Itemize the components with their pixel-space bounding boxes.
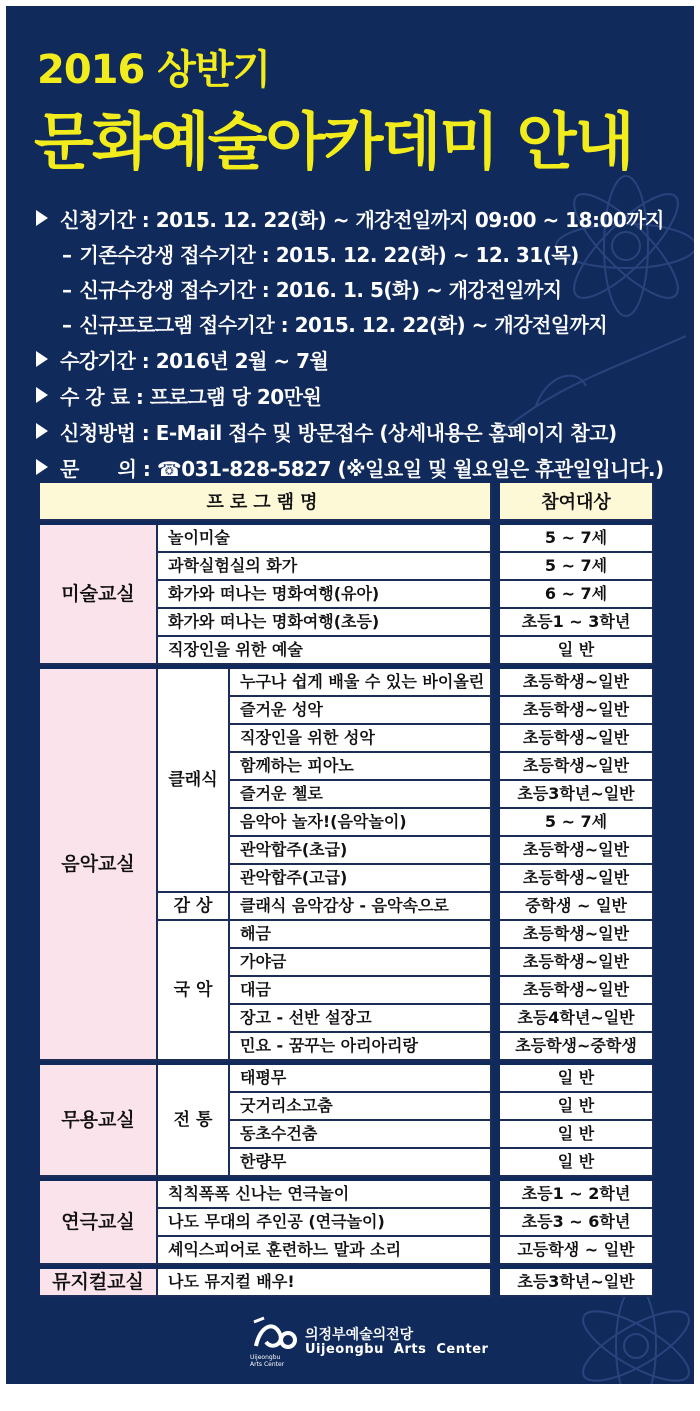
category-art: 미술교실 [40, 525, 158, 665]
table-row: 연극교실 칙칙폭폭 신나는 연극놀이 초등1 ~ 2학년 [40, 1181, 654, 1209]
logo-name-english: Uijeongbu Arts Center [305, 1342, 489, 1357]
table-row: 나도 무대의 주인공 (연극놀이) 초등3 ~ 6학년 [40, 1209, 654, 1237]
triangle-bullet-icon [36, 351, 48, 367]
info-new-programs: – 신규프로그램 접수기간 : 2015. 12. 22(화) ~ 개강전일까지 [62, 313, 608, 337]
subcategory-classic: 클래식 [158, 669, 230, 893]
arts-center-logo-icon [250, 1316, 298, 1356]
table-row: 장고 - 선반 설장고 초등4학년~일반 [40, 1005, 654, 1033]
table-row: 국 악 해금 초등학생~일반 [40, 921, 654, 949]
logo-small-text: Uijeongbu Arts Center [250, 1354, 285, 1368]
table-row: 셰익스피어로 훈련하느 말과 소리 고등학생 ~ 일반 [40, 1237, 654, 1265]
category-theater: 연극교실 [40, 1181, 158, 1265]
table-header [40, 483, 654, 521]
info-existing-students: – 기존수강생 접수기간 : 2015. 12. 22(화) ~ 12. 31(목) [62, 243, 579, 267]
triangle-bullet-icon [36, 210, 48, 226]
table-row: 가야금 초등학생~일반 [40, 949, 654, 977]
table-row: 과학실험실의 화가 5 ~ 7세 [40, 553, 654, 581]
table-row: 굿거리소고춤 일 반 [40, 1093, 654, 1121]
triangle-bullet-icon [36, 387, 48, 403]
subcategory-korean: 국 악 [158, 921, 230, 1061]
year-title: 2016 상반기 [37, 47, 271, 93]
table-row: 음악아 놀자!(음악놀이) 5 ~ 7세 [40, 809, 654, 837]
info-new-students: – 신규수강생 접수기간 : 2016. 1. 5(화) ~ 개강전일까지 [62, 278, 562, 302]
table-row: 관악합주(고급) 초등학생~일반 [40, 865, 654, 893]
table-row: 화가와 떠나는 명화여행(유아) 6 ~ 7세 [40, 581, 654, 609]
column-header-program: 프로그램명 [40, 483, 492, 521]
table-row: 감 상 클래식 음악감상 - 음악속으로 중학생 ~ 일반 [40, 893, 654, 921]
subcategory-appreciation: 감 상 [158, 893, 230, 921]
category-dance: 무용교실 [40, 1065, 158, 1177]
table-row: 동초수건춤 일 반 [40, 1121, 654, 1149]
table-row: 즐거운 성악 초등학생~일반 [40, 697, 654, 725]
table-row: 한량무 일 반 [40, 1149, 654, 1177]
triangle-bullet-icon [36, 423, 48, 439]
arts-center-logo [250, 1316, 489, 1368]
info-application-period: 신청기간 : 2015. 12. 22(화) ~ 개강전일까지 09:00 ~ 18:00까지 [6, 204, 664, 233]
table-row: 직장인을 위한 성악 초등학생~일반 [40, 725, 654, 753]
page-title: 문화예술아카데미 안내 [34, 105, 633, 178]
subcategory-traditional: 전 통 [158, 1065, 230, 1177]
table-row: 화가와 떠나는 명화여행(초등) 초등1 ~ 3학년 [40, 609, 654, 637]
table-row: 뮤지컬교실 나도 뮤지컬 배우! 초등3학년~일반 [40, 1269, 654, 1297]
table-row: 함께하는 피아노 초등학생~일반 [40, 753, 654, 781]
info-fee: 수 강 료 : 프로그램 당 20만원 [6, 381, 321, 410]
info-course-period: 수강기간 : 2016년 2월 ~ 7월 [6, 345, 328, 374]
table-row: 미술교실 놀이미술 5 ~ 7세 [40, 525, 654, 553]
logo-name-korean: 의정부예술의전당 [305, 1327, 414, 1343]
table-row: 무용교실 전 통 태평무 일 반 [40, 1065, 654, 1093]
triangle-bullet-icon [36, 459, 48, 475]
table-row: 음악교실 클래식 누구나 쉽게 배울 수 있는 바이올린 초등학생~일반 [40, 669, 654, 697]
column-header-target: 참여대상 [500, 483, 654, 521]
table-row: 민요 - 꿈꾸는 아리아리랑 초등학생~중학생 [40, 1033, 654, 1061]
info-apply-method: 신청방법 : E-Mail 접수 및 방문접수 (상세내용은 홈페이지 참고) [6, 417, 617, 446]
table-row: 즐거운 첼로 초등3학년~일반 [40, 781, 654, 809]
table-row: 직장인을 위한 예술 일 반 [40, 637, 654, 665]
category-music: 음악교실 [40, 669, 158, 1061]
table-row: 대금 초등학생~일반 [40, 977, 654, 1005]
program-table [40, 483, 654, 1297]
info-contact: 문 의 : ☎031-828-5827 (※일요일 및 월요일은 휴관일입니다.) [6, 453, 664, 482]
table-row: 관악합주(초급) 초등학생~일반 [40, 837, 654, 865]
category-musical: 뮤지컬교실 [40, 1269, 158, 1297]
